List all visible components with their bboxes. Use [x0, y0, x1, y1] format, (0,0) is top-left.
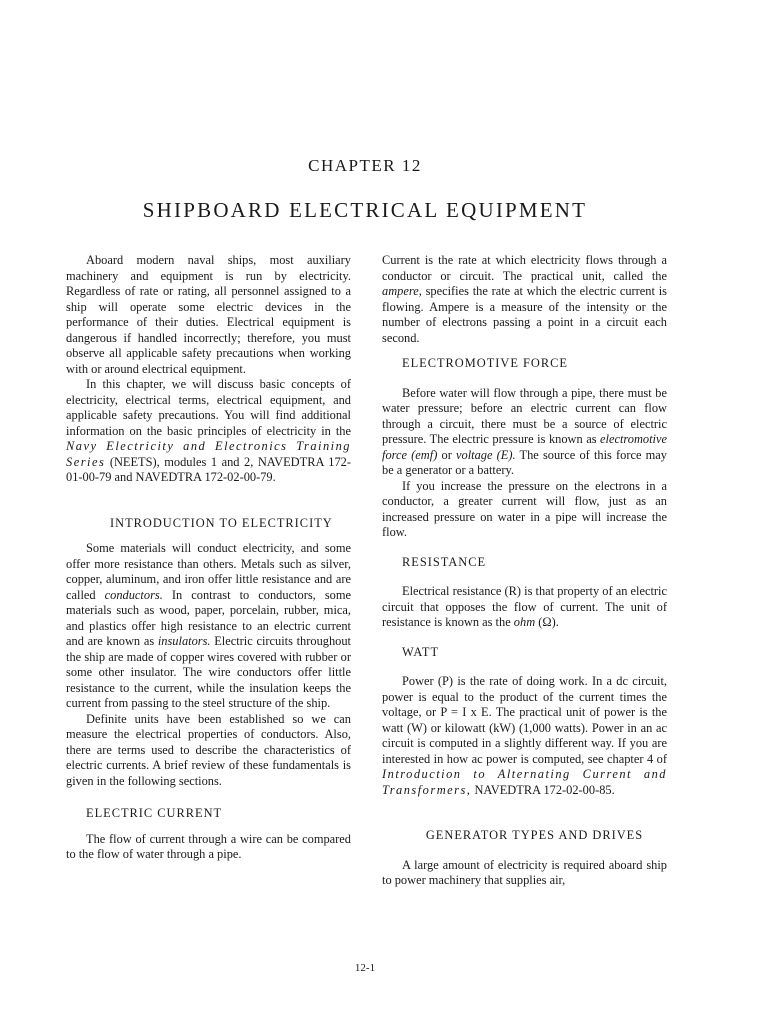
text: Some materials will conduct electricity, and some offer more resistance than others. Metals such as silver, copper, aluminum, and iron offer little resistance and are called — [66, 541, 351, 602]
text: In this chapter, we will discuss basic concepts of electricity, electrical terms, electrical equipment, and applicable safety precautions. You will find additional information on the basic principles of electricity in the — [66, 377, 351, 438]
chapter-title: SHIPBOARD ELECTRICAL EQUIPMENT — [142, 198, 588, 222]
heading-introduction-to-electricity: INTRODUCTION TO ELECTRICITY — [110, 515, 333, 530]
neets-title: Navy Electricity and Electronics Training Series — [66, 439, 351, 469]
heading-electric-current: ELECTRIC CURRENT — [86, 806, 223, 820]
term-ampere: ampere, — [382, 284, 422, 298]
text: Electric circuits throughout the ship are made of copper wires covered with rubber or some other insulator. The wire conductors offer little resistance to the current, while the insulation keeps the current from passing to the steel structure of the ship. — [66, 634, 351, 710]
text: specifies the rate at which the electric current is flowing. Ampere is a measure of the intensity or the number of electrons passing a point in a circuit each second. — [382, 284, 667, 345]
paragraph-units: Definite units have been established so we can measure the electrical properties of conductors. Also, there are terms used to describe the characteristics of electric currents. A brief review of these fundamentals is given in the following sections. — [66, 711, 351, 788]
chapter-label: CHAPTER 12 — [308, 156, 422, 175]
paragraph-pressure: If you increase the pressure on the electrons in a conductor, a greater current will flow, just as an increased pressure on water in a pipe will increase the flow. — [382, 478, 667, 539]
heading-watt: WATT — [402, 644, 440, 659]
paragraph-current-flow: The flow of current through a wire can be compared to the flow of water through a pipe. — [66, 831, 351, 861]
text: Electrical resistance (R) is that property of an electric circuit that opposes the flow of current. The unit of resistance is known as the — [382, 584, 667, 629]
heading-generator-types-and-drives: GENERATOR TYPES AND DRIVES — [425, 828, 644, 842]
paragraph-conductors — [66, 541, 351, 712]
left-column — [66, 253, 351, 863]
heading-resistance: RESISTANCE — [402, 554, 487, 569]
term-insulators: insulators. — [157, 634, 211, 648]
paragraph-chapter-overview — [66, 377, 351, 486]
right-column — [382, 253, 667, 889]
paragraph-current-definition — [382, 253, 667, 346]
text: (Ω). — [535, 615, 559, 629]
term-conductors: conductors. — [104, 587, 163, 602]
text: The source of this force may be a generator or a battery. — [382, 447, 667, 477]
text: NAVEDTRA 172-02-00-85. — [471, 782, 615, 797]
paragraph-resistance — [382, 584, 667, 631]
term-emf: electromotive force (emf) — [382, 432, 667, 462]
paragraph-watt — [382, 674, 667, 798]
text: Before water will flow through a pipe, there must be water pressure; before an electric current can flow through a circuit, there must be a source of electric pressure. The electric pressure is known as — [382, 385, 667, 446]
book-title: Introduction to Alternating Current and Transformers, — [382, 767, 667, 797]
paragraph-emf — [382, 386, 667, 479]
text: In contrast to conductors, some materials such as wood, paper, porcelain, rubber, mica, and plastics offer high resistance to an electric current and are known as — [66, 587, 351, 648]
term-ohm: ohm — [513, 615, 536, 629]
text: (NEETS), modules 1 and 2, NAVEDTRA 172-01-00-79 and NAVEDTRA 172-02-00-79. — [66, 454, 351, 484]
text: Power (P) is the rate of doing work. In a dc circuit, power is equal to the product of the current times the voltage, or P = I x E. The practical unit of power is the watt (W) or kilowatt (kW) (1,000 watts). Power in an ac circuit is computed in a slightly different way. If you are interested in how ac power is computed, see chapter 4 of — [382, 674, 667, 766]
paragraph-generator: A large amount of electricity is required aboard ship to power machinery that supplies air, — [382, 857, 667, 887]
text: Current is the rate at which electricity flows through a conductor or circuit. The practical unit, called the — [382, 253, 667, 283]
heading-electromotive-force: ELECTROMOTIVE FORCE — [402, 356, 568, 370]
text: or — [437, 447, 456, 462]
page-number: 12-1 — [354, 962, 376, 974]
paragraph-intro: Aboard modern naval ships, most auxiliary machinery and equipment is run by electricity. Regardless of rate or rating, all personnel assigned to a ship will operate some electric devices in the performance of their duties. Electrical equipment is dangerous if handled incorrectly; therefore, you must observe all applicable safety precautions when working with or around electrical equipment. — [66, 253, 351, 376]
term-voltage: voltage (E). — [456, 447, 516, 462]
